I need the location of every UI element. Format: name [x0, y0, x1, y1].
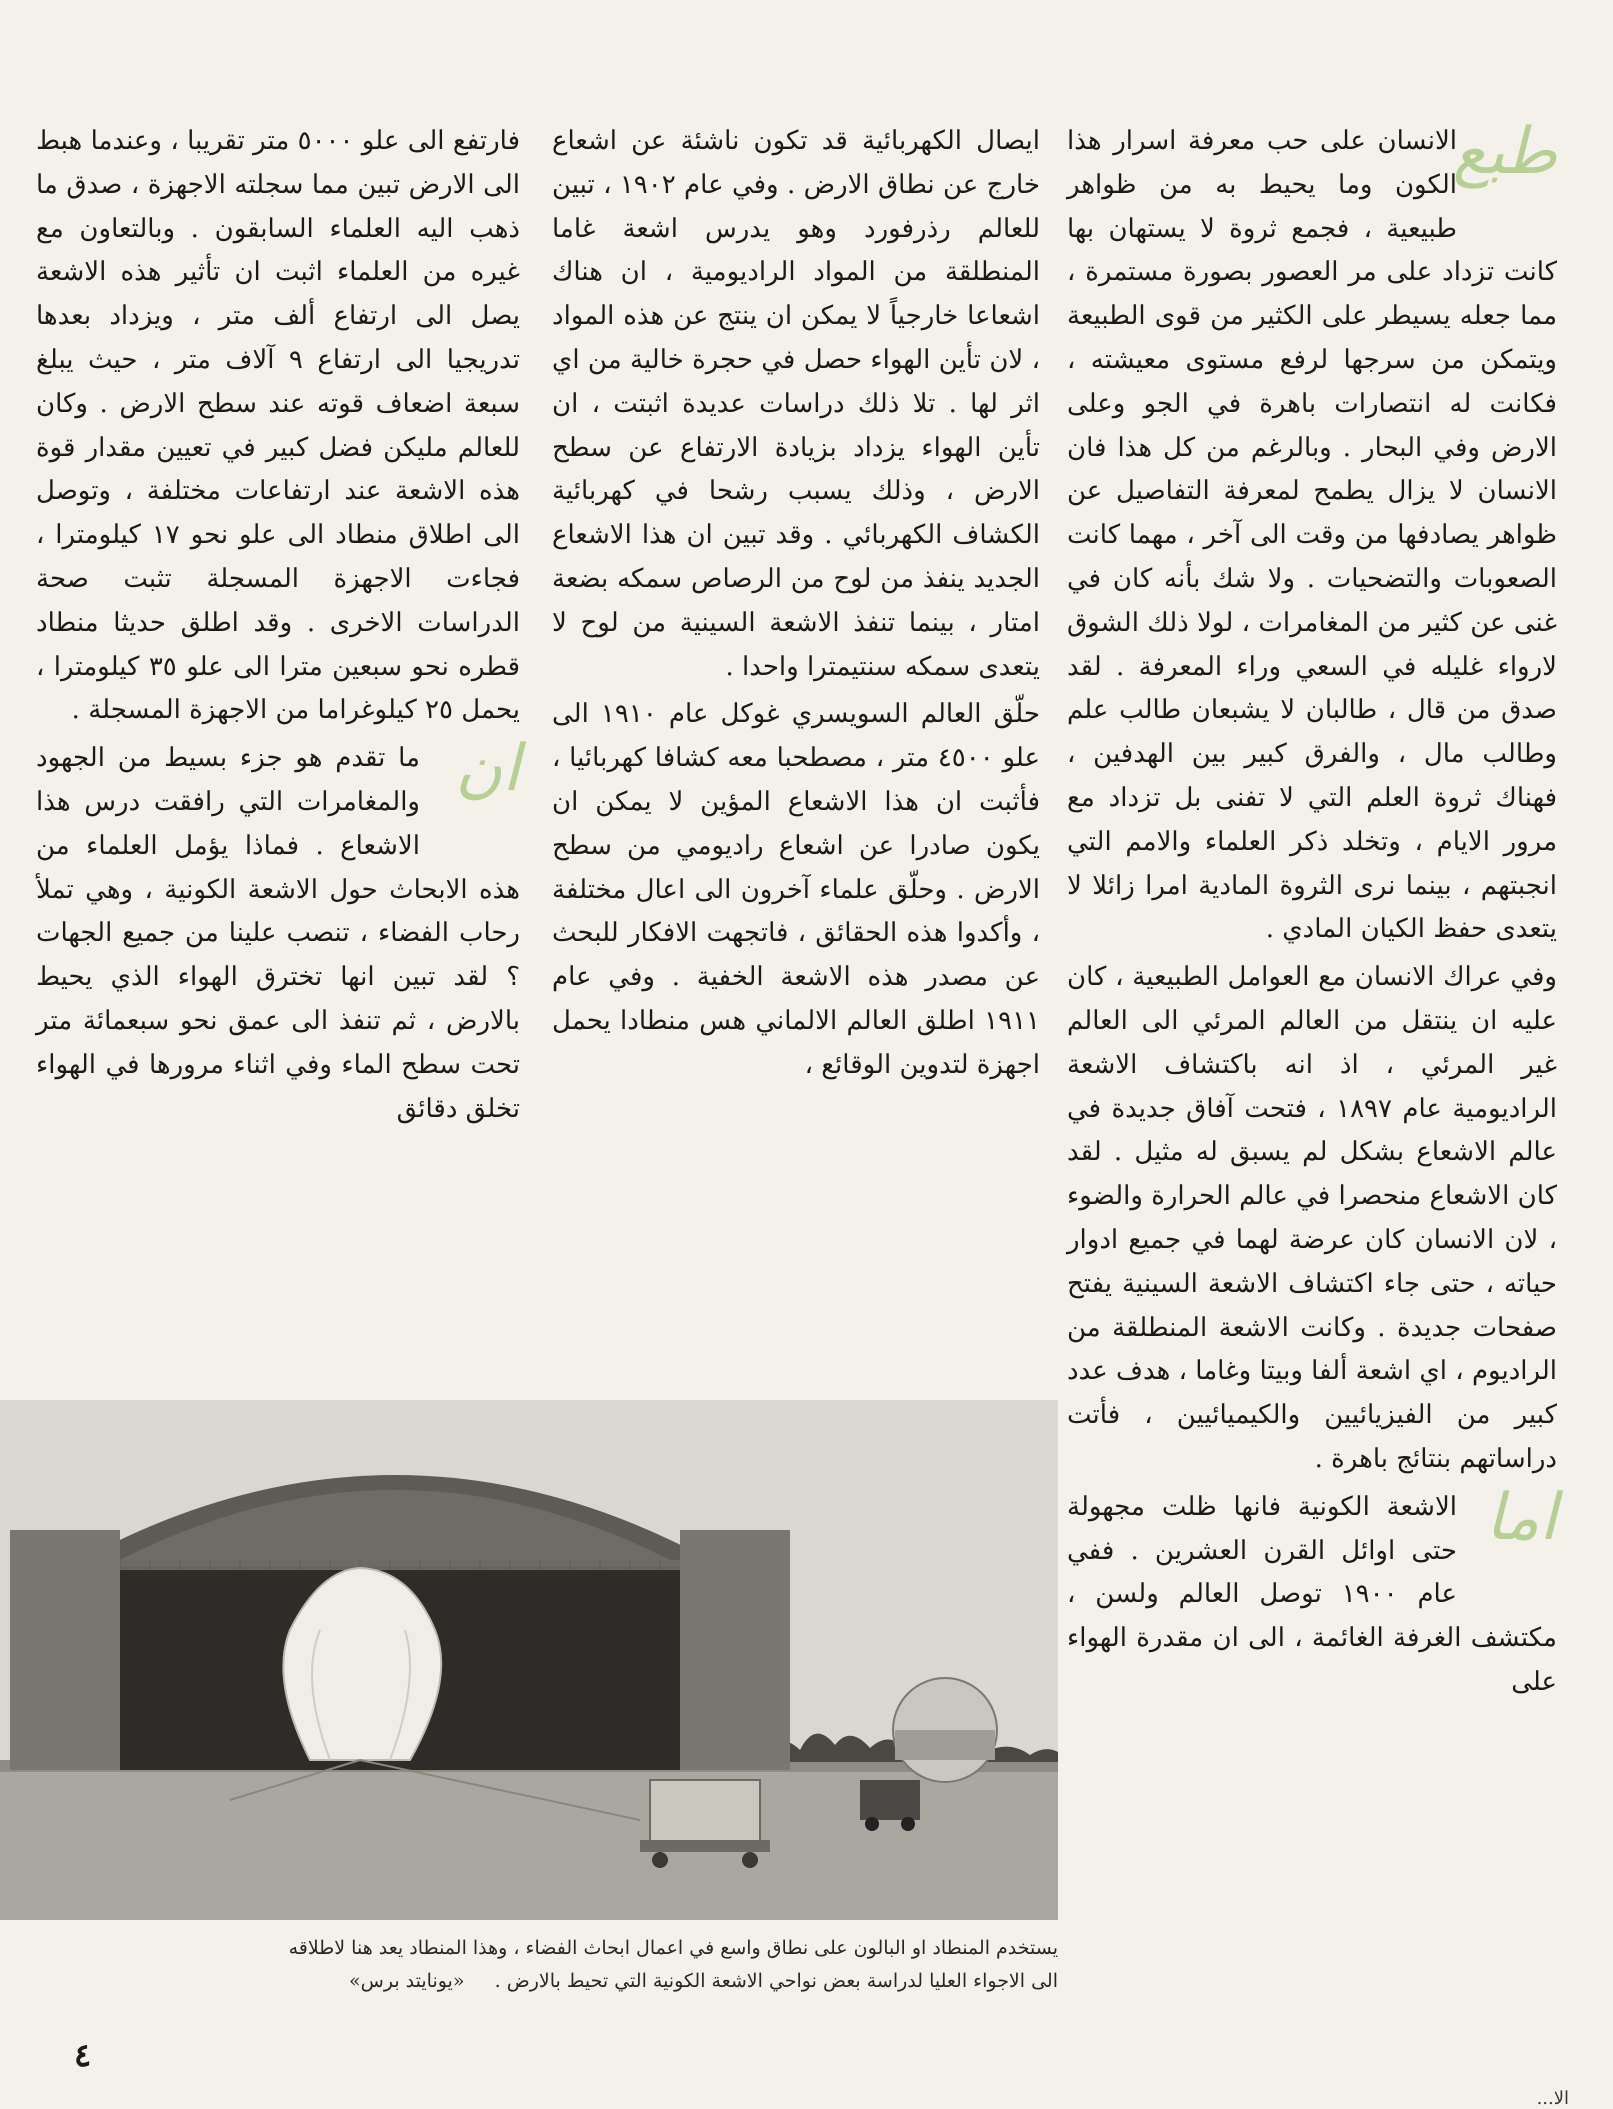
balloon-hangar-photo [0, 1400, 1058, 1920]
photo-caption [0, 1932, 1058, 1998]
paragraph: وفي عراك الانسان مع العوامل الطبيعية ، كان عليه ان ينتقل من العالم المرئي الى العالم غير المرئي ، اذ انه باكتشاف الاشعة الراديومية عام ١٨٩٧ ، فتحت آفاق جديدة في عالم الاشعاع بشكل لم يسبق له مثيل . لقد كان الاشعاع منحصرا في عالم الحرارة والضوء ، لان الانسان كان عرضة لهما في جميع ادوار حياته ، حتى جاء اكتشاف الاشعة السينية يفتح صفحات جديدة . وكانت الاشعة المنطلقة من الراديوم ، اي اشعة ألفا وبيتا وغاما ، هدف عدد كبير من الفيزيائيين والكيميائيين ، فأتت دراساتهم بنتائج باهرة . [1067, 962, 1557, 1474]
paragraph: ايصال الكهربائية قد تكون ناشئة عن اشعاع خارج عن نطاق الارض . وفي عام ١٩٠٢ ، تبين للعالم رذرفورد وهو يدرس اشعة غاما المنطلقة من المواد الراديومية ، ان هناك اشعاعا خارجياً لا يمكن ان ينتج عن هذه المواد ، لان تأين الهواء حصل في حجرة خالية من اي اثر لها . تلا ذلك دراسات عديدة اثبتت ، ان تأين الهواء يزداد بزيادة الارتفاع عن سطح الارض ، وذلك يسبب رشحا في كهربائية الكشاف الكهربائي . وقد تبين ان هذا الاشعاع الجديد ينفذ من لوح من الرصاص سمكه بضعة امتار ، بينما تنفذ الاشعة السينية من لوح لا يتعدى سمكه سنتيمترا واحدا . [552, 126, 1040, 682]
decorative-initial-word: ان [455, 732, 520, 807]
footer-fragment: الا... [1536, 2088, 1569, 2109]
paragraph: ما تقدم هو جزء بسيط من الجهود والمغامرات التي رافقت درس هذا الاشعاع . فماذا يؤمل العلماء من هذه الابحاث حول الاشعة الكونية ، وهي تملأ رحاب الفضاء ، تنصب علينا من جميع الجهات ؟ لقد تبين انها تخترق الهواء الذي يحيط بالارض ، ثم تنفذ الى عمق نحو سبعمائة متر تحت سطح الماء وفي اثناء مرورها في الهواء تخلق دقائق [36, 743, 520, 1124]
page-number: ٤ [74, 2036, 92, 2074]
balloon-hangar-illustration [0, 1400, 1058, 1920]
photo-credit: «يونايتد برس» [349, 1970, 465, 1992]
paragraph: الاشعة الكونية فانها ظلت مجهولة حتى اوائل القرن العشرين . ففي عام ١٩٠٠ توصل العالم ولسن ، مكتشف الغرفة الغائمة ، الى ان مقدرة الهواء على [1067, 1491, 1557, 1697]
decorative-initial-word: طبع [1452, 115, 1557, 189]
paragraph: فارتفع الى علو ٥٠٠٠ متر تقريبا ، وعندما هبط الى الارض تبين مما سجلته الاجهزة ، صدق ما ذهب اليه العلماء السابقون . وبالتعاون مع غيره من العلماء اثبت ان تأثير هذه الاشعة يصل الى ارتفاع ألف متر ، ويزداد بعدها تدريجيا الى ارتفاع ٩ آلاف متر ، حيث يبلغ سبعة اضعاف قوته عند سطح الارض . وكان للعالم مليكن فضل كبير في تعيين مقدار قوة هذه الاشعة عند ارتفاعات مختلفة ، وتوصل الى اطلاق منطاد الى علو نحو ١٧ كيلومترا ، فجاءت الاجهزة المسجلة تثبت صحة الدراسات الاخرى . وقد اطلق حديثا منطاد قطره نحو سبعين مترا الى علو ٣٥ كيلومترا ، يحمل ٢٥ كيلوغراما من الاجهزة المسجلة . [36, 126, 520, 726]
decorative-initial-word: اما [1485, 1480, 1557, 1555]
paragraph: الانسان على حب معرفة اسرار هذا الكون وما يحيط به من ظواهر طبيعية ، فجمع ثروة لا يستهان بها كانت تزداد على مر العصور بصورة مستمرة ، مما جعله يسيطر على الكثير من قوى الطبيعة ويتمكن من سرجها لرفع مستوى معيشته ، فكانت له انتصارات باهرة في الجو وعلى الارض وفي البحار . وبالرغم من كل هذا فان الانسان لا يزال يطمح لمعرفة التفاصيل عن ظواهر يصادفها من وقت الى آخر ، مهما كانت الصعوبات والتضحيات . ولا شك بأنه كان في غنى عن كثير من المغامرات ، لولا ذلك الشوق لارواء غليله في السعي وراء المعرفة . لقد صدق من قال ، طالبان لا يشبعان طالب علم وطالب مال ، والفرق كبير بين الهدفين ، فهناك ثروة العلم التي لا تفنى بل تزداد مع مرور الايام ، وتخلد ذكر العلماء والامم التي انجبتهم ، بينما نرى الثروة المادية امرا زائلا لا يتعدى حفظ الكيان المادي . [1067, 126, 1557, 945]
article-column-right [1067, 115, 1557, 1709]
caption-line [0, 1965, 1058, 1998]
caption-line: يستخدم المنطاد او البالون على نطاق واسع في اعمال ابحاث الفضاء ، وهذا المنطاد يعد هنا لاطلاقه [288, 1937, 1058, 1959]
article-column-middle [552, 120, 1040, 1092]
paragraph: حلّق العالم السويسري غوكل عام ١٩١٠ الى علو ٤٥٠٠ متر ، مصطحبا معه كشافا كهربائيا ، فأثبت ان هذا الاشعاع المؤين لا يمكن ان يكون صادرا عن اشعاع راديومي من سطح الارض . وحلّق علماء آخرون الى اعال مختلفة ، وأكدوا هذه الحقائق ، فاتجهت الافكار للبحث عن مصدر هذه الاشعة الخفية . وفي عام ١٩١١ اطلق العالم الالماني هس منطادا يحمل اجهزة لتدوين الوقائع ، [552, 699, 1040, 1080]
article-column-left [36, 120, 520, 1135]
caption-text: الى الاجواء العليا لدراسة بعض نواحي الاشعة الكونية التي تحيط بالارض . [494, 1970, 1058, 1992]
